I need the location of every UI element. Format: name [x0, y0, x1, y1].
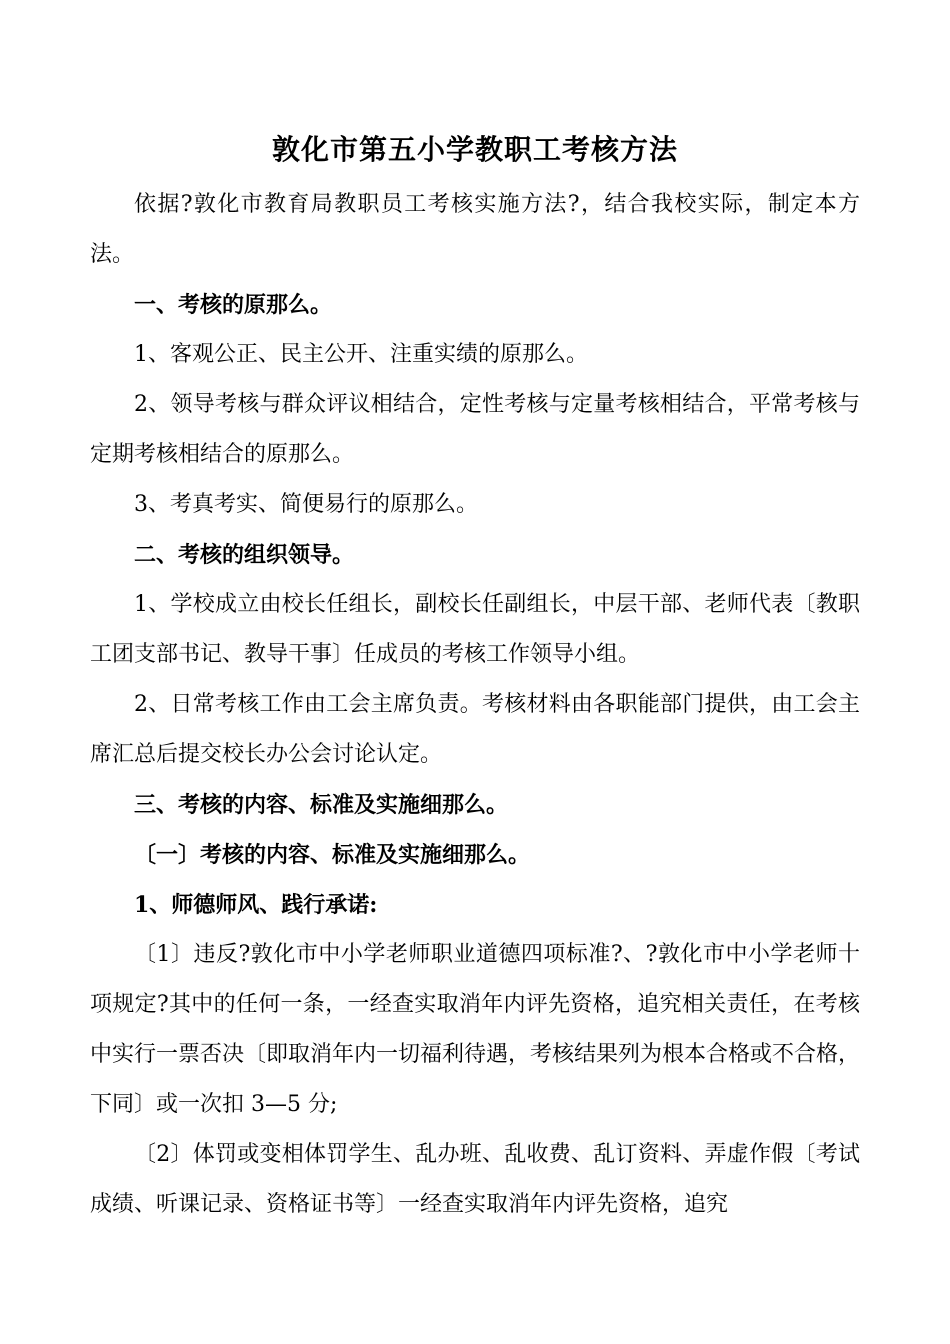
paragraph: 1、学校成立由校长任组长，副校长任副组长，中层干部、老师代表〔教职工团支部书记、教导干事〕任成员的考核工作领导小组。	[90, 592, 860, 667]
paragraph: 1、客观公正、民主公开、注重实绩的原那么。	[134, 342, 588, 367]
section-heading-1: 一、考核的原那么。	[134, 292, 333, 318]
document-body	[90, 180, 860, 1230]
paragraph: 3、考真考实、简便易行的原那么。	[134, 492, 478, 517]
paragraph-intro: 依据?敦化市教育局教职员工考核实施方法?，结合我校实际，制定本方法。	[90, 192, 860, 267]
paragraph: 2、领导考核与群众评议相结合，定性考核与定量考核相结合，平常考核与定期考核相结合的原那么。	[90, 392, 860, 467]
paragraph: 2、日常考核工作由工会主席负责。考核材料由各职能部门提供，由工会主席汇总后提交校长办公会讨论认定。	[90, 692, 860, 767]
section-heading-2: 二、考核的组织领导。	[134, 542, 355, 568]
item-heading: 1、师德师风、践行承诺:	[134, 892, 378, 918]
paragraph: 〔2〕体罚或变相体罚学生、乱办班、乱收费、乱订资料、弄虚作假〔考试成绩、听课记录、资格证书等〕一经查实取消年内评先资格，追究	[90, 1142, 860, 1217]
paragraph: 〔1〕违反?敦化市中小学老师职业道德四项标准?、?敦化市中小学老师十项规定?其中的任何一条，一经查实取消年内评先资格，追究相关责任，在考核中实行一票否决〔即取消年内一切福利待遇，考核结果列为根本合格或不合格，下同〕或一次扣 3—5 分;	[90, 942, 861, 1117]
document-title: 敦化市第五小学教职工考核方法	[271, 133, 678, 166]
subsection-heading: 〔一〕考核的内容、标准及实施细那么。	[134, 842, 531, 868]
section-heading-3: 三、考核的内容、标准及实施细那么。	[134, 792, 509, 818]
